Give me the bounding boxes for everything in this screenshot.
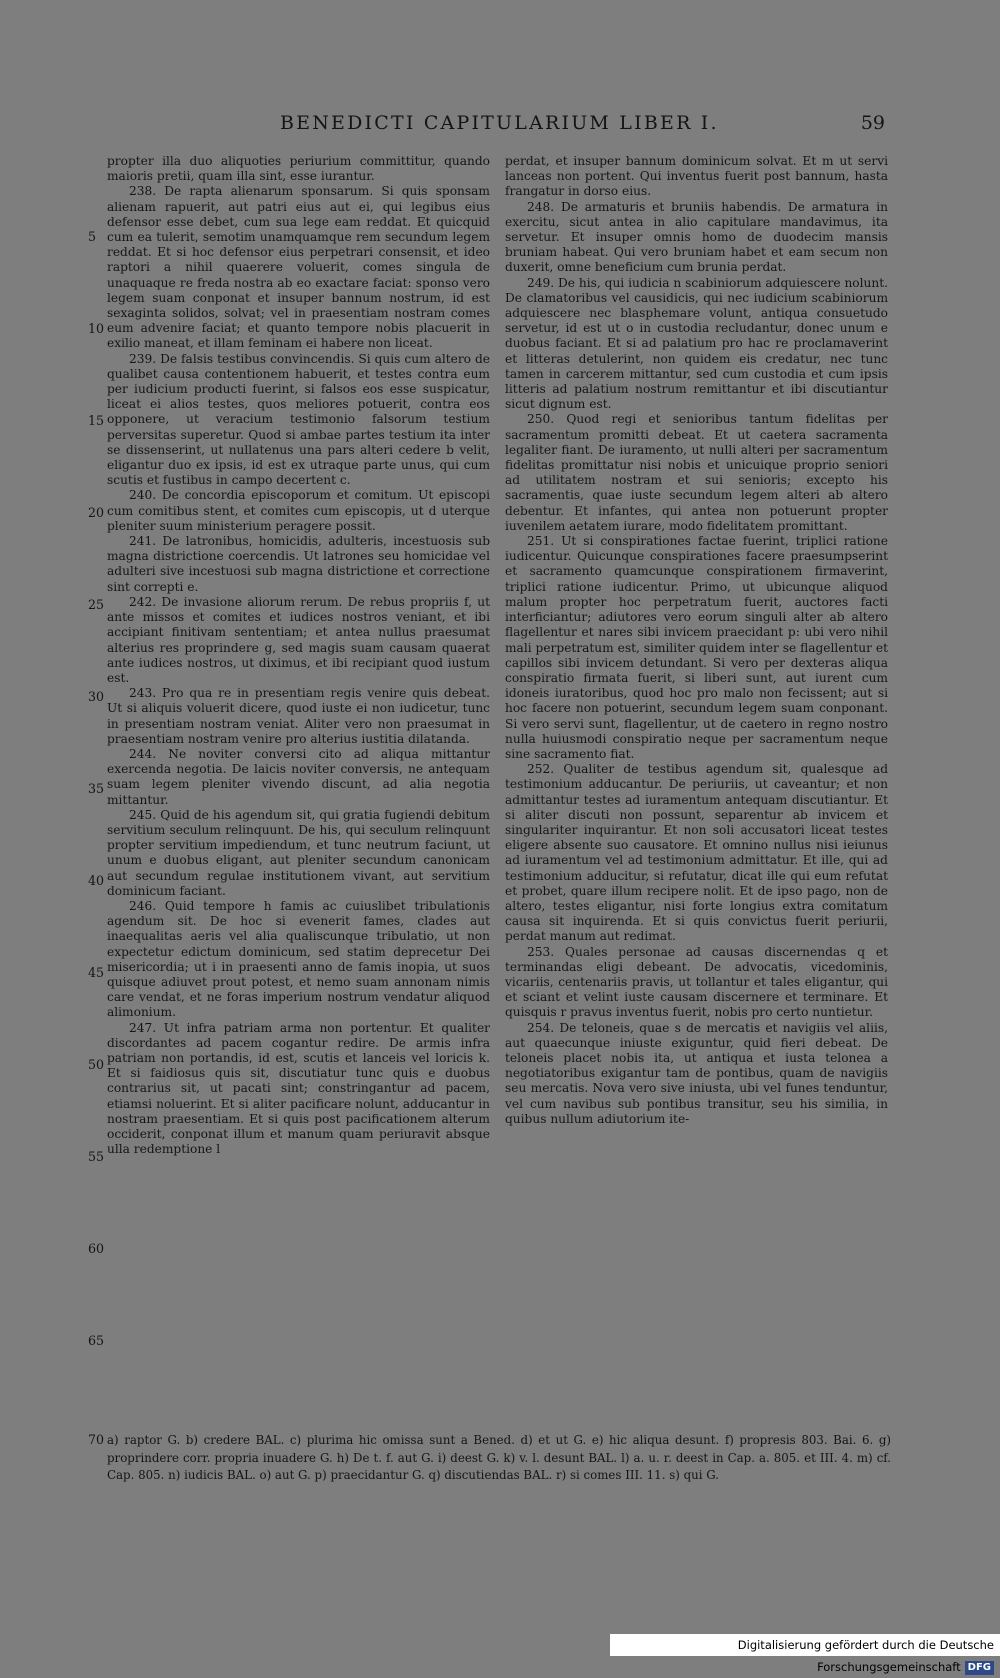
right-paragraph: perdat, et insuper bannum dominicum solvat. Et m ut servi lanceas non portent. Qui inventus fuerit post bannum, hasta frangatur in dorso eius. bbox=[505, 154, 888, 199]
line-number: 50 bbox=[88, 1057, 105, 1072]
line-number: 45 bbox=[88, 965, 105, 980]
left-paragraph: 243. Pro qua re in presentiam regis venire quis debeat. Ut si aliquis voluerit dicere, quod iuste ei non iudicetur, tunc in presentiam nostram veniat. Aliter vero non praesumat in praesentiam nostram venire pro alterius iustitia dilatanda. bbox=[107, 686, 490, 746]
right-paragraph: 254. De teloneis, quae s de mercatis et navigiis vel aliis, aut quaecunque iniuste exiguntur, quid fieri debeat. De teloneis placet nobis ita, ut antiqua et iusta telonea a negotiatoribus exigantur tam de pontibus, quam de navigiis seu mercatis. Nova vero sive iniusta, ubi vel funes tenduntur, vel cum navibus sub pontibus transitur, seu his similia, in quibus nullum adiutorium ite- bbox=[505, 1020, 888, 1126]
line-number: 20 bbox=[88, 505, 105, 520]
dfg-logo-icon: DFG bbox=[965, 1661, 994, 1675]
left-paragraph: 247. Ut infra patriam arma non portentur. Et qualiter discordantes ad pacem cogantur redire. De armis infra patriam non portandis, id est, scutis et lanceis vel loricis k. Et si faidiosus quis sit, discutiatur tunc quis e duobus contrarius sit, ut pacati sint; constringantur ad pacem, etiamsi noluerint. Et si aliter pacificare nolunt, adducantur in nostram praesentiam. Et si quis post pacificationem alterum occiderit, conponat illum et manum quam periuravit absque ulla redemptione l bbox=[107, 1020, 490, 1157]
line-number: 5 bbox=[88, 229, 97, 244]
right-paragraph: 248. De armaturis et bruniis habendis. De armatura in exercitu, sicut antea in alio capitulare mandavimus, ita servetur. Et insuper omnis homo de duodecim mansis bruniam habeat. Qui vero bruniam habet et eam secum non duxerit, omne beneficium cum brunia perdat. bbox=[505, 199, 888, 275]
left-paragraph: 240. De concordia episcoporum et comitum. Ut episcopi cum comitibus stent, et comites cum episcopis, ut d uterque pleniter suum ministerium peragere possit. bbox=[107, 488, 490, 533]
line-number: 30 bbox=[88, 689, 105, 704]
left-paragraph: 238. De rapta alienarum sponsarum. Si quis sponsam alienam rapuerit, aut patri eius aut ei, qui legibus eius defensor esse debet, cum sua lege eam reddat. Et quicquid cum ea tulerit, semotim unamquamque rem secundum legem reddat. Et si hoc defensor eius perpetrari consensit, et ideo raptori a nihil quaerere voluerit, comes singula de unaquaque re freda nostra ab eo exactare faciat: sponso vero legem suam conponat et insuper bannum nostrum, id est sexaginta solidos, solvat; vel in praesentiam nostram comes eum advenire faciat; et quanto tempore nobis placuerit in exilio maneat, et illam feminam ei habere non liceat. bbox=[107, 184, 490, 351]
left-paragraph: propter illa duo aliquoties periurium committitur, quando maioris pretii, quam illa sint, esse iurantur. bbox=[107, 154, 490, 184]
running-title: BENEDICTI CAPITULARIUM LIBER I. bbox=[280, 112, 719, 134]
running-header bbox=[100, 112, 890, 140]
right-paragraph: 250. Quod regi et senioribus tantum fidelitas per sacramentum promitti debeat. Et ut caetera sacramenta legaliter fiant. De iuramento, ut nulli alteri per sacramentum fidelitas promittatur nisi nobis et unicuique proprio seniori ad utilitatem nostram et sui senioris; excepto his sacramentis, quae iuste secundum legem alteri ab altero debentur. Et infantes, qui antea non potuerunt propter iuvenilem aetatem iurare, modo fidelitatem promittant. bbox=[505, 412, 888, 533]
right-paragraph: 253. Quales personae ad causas discernendas q et terminandas eligi debeant. De advocatis, vicedominis, vicariis, centenariis pravis, ut tollantur et tales eligantur, qui et sciant et velint iuste causam discernere et terminare. Et quisquis r pravus inventus fuerit, nobis pro certo nuntietur. bbox=[505, 944, 888, 1020]
banner-text: Digitalisierung gefördert durch die Deutsche Forschungsgemeinschaft bbox=[737, 1638, 994, 1674]
line-number: 25 bbox=[88, 597, 105, 612]
line-number: 35 bbox=[88, 781, 105, 796]
left-paragraph: 244. Ne noviter conversi cito ad aliqua mittantur exercenda negotia. De laicis noviter conversis, ne antequam suam legem pleniter vivendo discunt, ad alia negotia mittantur. bbox=[107, 746, 490, 807]
line-number: 40 bbox=[88, 873, 105, 888]
line-number: 55 bbox=[88, 1149, 105, 1164]
left-paragraph: 242. De invasione aliorum rerum. De rebus propriis f, ut ante missos et comites et iudices nostros veniant, et ibi accipiant finitivam sententiam; et antea nullus praesumat alterius res proprindere g, sed magis suam causam quaerat ante iudices nostros, ut diximus, et ibi recipiant quod iustum est. bbox=[107, 594, 490, 685]
line-number: 70 bbox=[88, 1432, 105, 1447]
page-number: 59 bbox=[860, 112, 885, 134]
left-column bbox=[107, 154, 490, 1157]
line-number: 65 bbox=[88, 1333, 105, 1348]
line-number: 10 bbox=[88, 321, 105, 336]
left-paragraph: 245. Quid de his agendum sit, qui gratia fugiendi debitum servitium seculum relinquunt. De his, qui seculum relinquunt propter servitium impediendum, et tunc neutrum faciunt, ut unum e duobus eligant, aut pleniter secundum canonicam aut secundum regulae institutionem vivant, aut servitium dominicum faciant. bbox=[107, 807, 490, 898]
left-paragraph: 239. De falsis testibus convincendis. Si quis cum altero de qualibet causa contentionem habuerit, et testes contra eum per iudicium producti fuerint, si falsos eos esse suspicatur, liceat ei alios testes, quos meliores potuerit, contra eos opponere, ut veracium testimonio falsorum testium perversitas superetur. Quod si ambae partes testium ita inter se dissenserint, ut nullatenus una pars alteri cedere b velit, eligantur duo ex ipsis, id est ex utraque parte unus, qui cum scutis et fustibus in campo decertent c. bbox=[107, 351, 490, 488]
left-paragraph: 246. Quid tempore h famis ac cuiuslibet tribulationis agendum sit. De hoc si evenerit fames, clades aut inaequalitas aeris vel alia qualiscunque tribulatio, ut non expectetur edictum dominicum, sed statim deprecetur Dei misericordia; ut i in praesenti anno de famis inopia, ut suos quisque adiuvet prout potest, et nemo suam annonam nimis care vendat, et ne foras imperium nostrum vendatur aliquod alimonium. bbox=[107, 898, 490, 1020]
right-column bbox=[505, 154, 888, 1127]
footnotes: a) raptor G. b) credere BAL. c) plurima hic omissa sunt a Bened. d) et ut G. e) hic aliqua desunt. f) propresis 803. Bai. 6. g) proprindere corr. propria inuadere G. h) De t. f. aut G. i) deest G. k) v. l. desunt BAL. l) a. u. r. deest in Cap. a. 805. et III. 4. m) cf. Cap. 805. n) iudicis BAL. o) aut G. p) praecidantur G. q) discutiendas BAL. r) si comes III. 11. s) qui G. bbox=[107, 1433, 891, 1482]
left-paragraph: 241. De latronibus, homicidis, adulteris, incestuosis sub magna districtione coercendis. Ut latrones seu homicidae vel adulteri sive incestuosi sub magna districtione et correctione sint correpti e. bbox=[107, 534, 490, 594]
right-paragraph: 251. Ut si conspirationes factae fuerint, triplici ratione iudicentur. Quicunque conspirationes facere praesumpserint et sacramento quamcunque conspirationem firmaverint, triplici ratione iudicentur. Primo, ut ubicunque aliquod malum propter hoc perpetratum fuerit, auctores facti interficiantur; adiutores vero eorum singuli alter ab altero flagellentur et nares sibi invicem praecidant p: ubi vero nihil mali perpetratum est, similiter quidem inter se flagellentur et capillos sibi invicem detundant. Si vero per dexteras aliqua conspiratio firmata fuerit, si liberi sunt, aut iurent cum idoneis iuratoribus, quod hoc pro malo non fecissent; aut si hoc facere non potuerint, secundum legem suam conponant. Si vero servi sunt, flagellentur, ut de caetero in regno nostro nulla huiusmodi conspiratio neque per sacramentum neque sine sacramento fiat. bbox=[505, 534, 888, 761]
right-paragraph: 252. Qualiter de testibus agendum sit, qualesque ad testimonium adducantur. De periuriis, ut caveantur; et non admittantur testes ad iuramentum antequam discutiantur. Et si aliter discuti non possunt, separentur ab invicem et singulariter inquirantur. Et non soli accusatori liceat testes eligere absente suo causatore. Et omnino nullus nisi ieiunus ad iuramentum vel ad testimonium admittatur. Et ille, qui ad testimonium adducitur, si refutatur, dicat ille qui eum refutat et probet, quare illum recipere nolit. Et de ipso pago, non de altero, testes eligantur, nisi forte longius extra comitatum causa sit inquirenda. Et si quis convictus fuerit periurii, perdat manum aut redimat. bbox=[505, 762, 888, 944]
line-number: 60 bbox=[88, 1241, 105, 1256]
line-number: 15 bbox=[88, 413, 105, 428]
dfg-banner bbox=[610, 1634, 1000, 1674]
right-paragraph: 249. De his, qui iudicia n scabiniorum adquiescere nolunt. De clamatoribus vel causidicis, qui nec iudicium scabiniorum adquiescere nec blasphemare volunt, antiqua consuetudo servetur, id est ut o in custodia recludantur, donec unum e duobus faciant. Et si ad palatium pro hac re proclamaverint et litteras detulerint, non quidem eis credatur, nec tunc tamen in carcerem mittantur, sed cum custodia et cum ipsis litteris ad palatium nostrum remittantur et ibi discutiantur sicut dignum est. bbox=[505, 275, 888, 412]
